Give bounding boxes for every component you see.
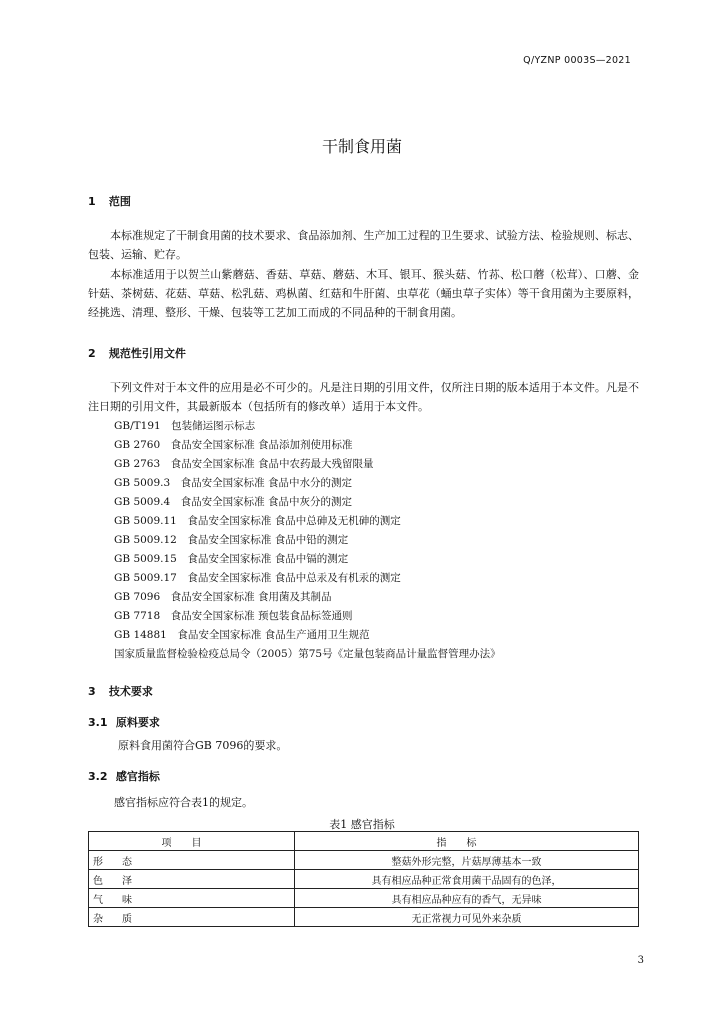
reference-item: GB 5009.4 食品安全国家标准 食品中灰分的测定 (114, 496, 353, 508)
table-row (89, 870, 639, 889)
column-header-value: 指标 (295, 832, 639, 851)
reference-item: 国家质量监督检验检疫总局令（2005）第75号《定量包装商品计量监督管理办法》 (114, 648, 501, 660)
section-number: 2 (88, 347, 96, 360)
table-cell-item: 色泽 (89, 870, 295, 889)
subsection-heading-raw-material (88, 714, 160, 730)
normative-intro: 下列文件对于本文件的应用是必不可少的。凡是注日期的引用文件，仅所注日期的版本适用于本文件。凡是不注日期的引用文件，其最新版本（包括所有的修改单）适用于本文件。 (88, 381, 639, 413)
reference-item: GB 5009.11 食品安全国家标准 食品中总砷及无机砷的测定 (114, 515, 401, 527)
subsection-heading-sensory (88, 768, 160, 784)
table-caption: 表1 感官指标 (329, 818, 395, 831)
reference-item: GB 5009.15 食品安全国家标准 食品中镉的测定 (114, 553, 349, 565)
scope-paragraph-2: 本标准适用于以贺兰山紫蘑菇、香菇、草菇、蘑菇、木耳、银耳、猴头菇、竹荪、松口蘑（松茸）、口蘑、金针菇、茶树菇、花菇、草菇、松乳菇、鸡枞菌、红菇和牛肝菌、虫草花（蛹虫草子实体）等干食用菌为主要原料，经挑选、清理、整形、干燥、包装等工艺加工而成的不同品种的干制食用菌。 (88, 268, 639, 319)
section-title: 规范性引用文件 (108, 347, 186, 360)
reference-item: GB/T191 包装储运图示标志 (114, 420, 256, 432)
reference-item: GB 7718 食品安全国家标准 预包装食品标签通则 (114, 610, 353, 622)
scope-paragraph-1: 本标准规定了干制食用菌的技术要求、食品添加剂、生产加工过程的卫生要求、试验方法、检验规则、标志、包装、运输、贮存。 (88, 229, 639, 261)
subsection-number: 3.1 (88, 716, 108, 729)
sensory-table (88, 831, 639, 927)
document-code: Q/YZNP 0003S—2021 (523, 55, 631, 66)
table-cell-value: 整菇外形完整，片菇厚薄基本一致 (295, 851, 639, 870)
subsection-title: 原料要求 (115, 716, 160, 729)
table-row (89, 851, 639, 870)
section-heading-scope (88, 193, 131, 209)
table-row (89, 889, 639, 908)
table-cell-item: 杂质 (89, 908, 295, 927)
table-cell-item: 形态 (89, 851, 295, 870)
section-number: 3 (88, 685, 96, 698)
section-heading-normative (88, 345, 186, 361)
section-title: 范围 (108, 195, 131, 208)
reference-item: GB 5009.17 食品安全国家标准 食品中总汞及有机汞的测定 (114, 572, 401, 584)
reference-item: GB 2763 食品安全国家标准 食品中农药最大残留限量 (114, 458, 374, 470)
reference-item: GB 2760 食品安全国家标准 食品添加剂使用标准 (114, 439, 353, 451)
raw-material-text: 原料食用菌符合GB 7096的要求。 (118, 739, 288, 752)
column-header-item: 项目 (89, 832, 295, 851)
subsection-title: 感官指标 (115, 770, 160, 783)
subsection-number: 3.2 (88, 770, 108, 783)
section-title: 技术要求 (108, 685, 153, 698)
table-row (89, 908, 639, 927)
table-header-row (89, 832, 639, 851)
page-number: 3 (637, 955, 644, 966)
reference-item: GB 7096 食品安全国家标准 食用菌及其制品 (114, 591, 332, 603)
sensory-text: 感官指标应符合表1的规定。 (114, 796, 253, 809)
document-title: 干制食用菌 (321, 137, 402, 156)
reference-item: GB 5009.12 食品安全国家标准 食品中铅的测定 (114, 534, 349, 546)
table-cell-item: 气味 (89, 889, 295, 908)
section-number: 1 (88, 195, 96, 208)
table-cell-value: 具有相应品种正常食用菌干品固有的色泽， (295, 870, 639, 889)
table-cell-value: 具有相应品种应有的香气，无异味 (295, 889, 639, 908)
reference-item: GB 14881 食品安全国家标准 食品生产通用卫生规范 (114, 629, 370, 641)
reference-item: GB 5009.3 食品安全国家标准 食品中水分的测定 (114, 477, 353, 489)
section-heading-technical (88, 683, 153, 699)
table-cell-value: 无正常视力可见外来杂质 (295, 908, 639, 927)
